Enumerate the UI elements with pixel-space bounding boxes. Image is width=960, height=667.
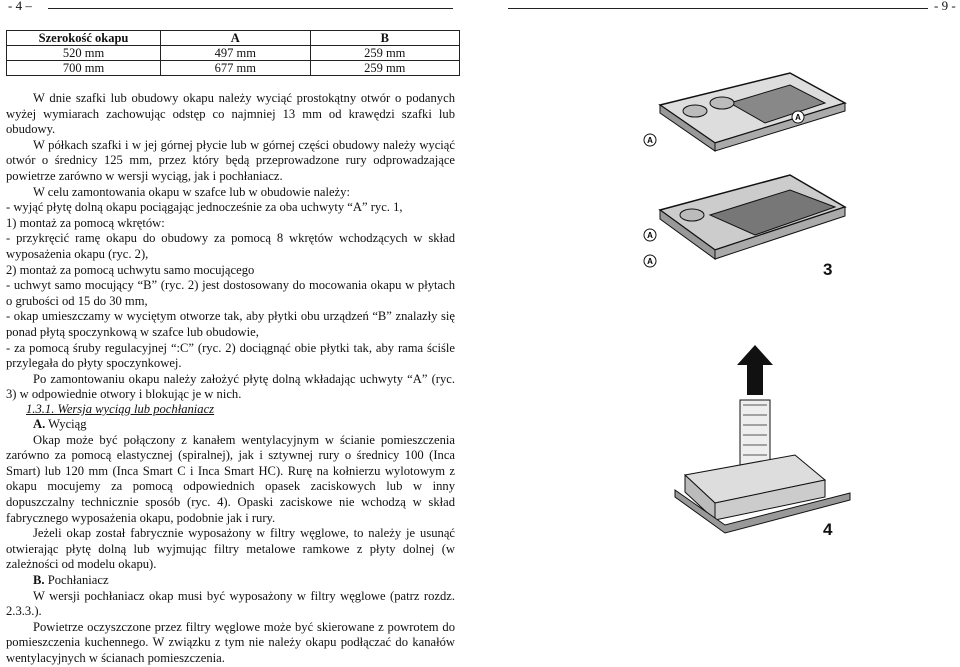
subsection-title: Pochłaniacz	[44, 572, 109, 587]
section-body	[6, 417, 455, 667]
paragraph: 2) montaż za pomocą uchwytu samo mocującego	[6, 262, 255, 277]
paragraph: Jeżeli okap został fabrycznie wyposażony w filtry węglowe, to należy je usunąć otwierając płytę dolną lub wyjmując filtry metalowe ramkowe z płyty dolnej (w zależności od modelu okapu).	[6, 526, 455, 572]
section-title: 1.3.1. Wersja wyciąg lub pochłaniacz	[26, 402, 215, 416]
figure-4-label: 4	[823, 520, 833, 539]
paragraph: - przykręcić ramę okapu do obudowy za pomocą 8 wkrętów wchodzących w skład wyposażenia okapu (ryc. 2),	[6, 231, 455, 261]
paragraph: W dnie szafki lub obudowy okapu należy wyciąć prostokątny otwór o podanych wyżej wymiarach zachowując odstęp co najmniej 13 mm od krawędzi szafki lub obudowy.	[6, 91, 455, 137]
figure-3-hood-filters	[640, 65, 860, 285]
callout-a-label: A	[647, 257, 653, 266]
paragraph: Okap może być połączony z kanałem wentylacyjnym w ścianie pomieszczenia zarówno za pomocą elastycznej (spiralnej), jak i sztywnej rury o średnicy 100 (Inca Smart) lub 120 mm (Inca Smart C i Inca Smart HC). Rurę na kołnierzu wylotowym z okapu mocujemy za pomocą odpowiednich opasek zaciskowych lub w inny dopuszczalny technicznie sposób (ryc. 4). Opaski zaciskowe nie wchodzą w skład fabrycznego wyposażenia okapu, podobnie jak i rury.	[6, 432, 455, 525]
table-cell: 497 mm	[161, 46, 310, 61]
header-rule-left	[48, 8, 453, 9]
paragraph: Powietrze oczyszczone przez filtry węglowe może być skierowane z powrotem do pomieszczenia kuchennego. W związku z tym nie należy okapu podłączać do kanałów wentylacyjnych w ścianach pomieszczenia.	[6, 619, 455, 665]
paragraph: W celu zamontowania okapu w szafce lub w obudowie należy:	[33, 184, 350, 199]
table-header-row	[7, 31, 460, 46]
subsection-heading	[6, 417, 455, 433]
callout-a-label: A	[647, 136, 653, 145]
mounting-instructions	[6, 91, 455, 403]
figure-4-hood-duct	[655, 345, 855, 545]
table-cell: 677 mm	[161, 61, 310, 76]
table-cell: 520 mm	[7, 46, 161, 61]
subsection-label: B.	[33, 572, 45, 587]
subsection-title: Wyciąg	[45, 417, 87, 431]
header-rule-right	[508, 8, 928, 9]
callout-a-label: A	[647, 231, 653, 240]
table-header: Szerokość okapu	[7, 31, 161, 46]
paragraph: - za pomocą śruby regulacyjnej “:C” (ryc. 2) dociągnąć obie płytki tak, aby rama ściśle przylegała do płyty spoczynkowej.	[6, 340, 455, 371]
table-header: B	[310, 31, 460, 46]
table-header: A	[161, 31, 310, 46]
figure-3-label: 3	[823, 260, 833, 279]
paragraph: - wyjąć płytę dolną okapu pociągając jednocześnie za oba uchwyty “A” ryc. 1,	[6, 200, 403, 215]
paragraph: W półkach szafki i w jej górnej płycie lub w górnej części obudowy należy wyciąć otwór o średnicy 125 mm, przez który będą przeprowadzone rury odprowadzające powietrze zarówno w wersji wyciąg, jak i pochłaniacz.	[6, 137, 455, 183]
table-row	[7, 61, 460, 76]
table-cell: 259 mm	[310, 61, 460, 76]
right-page-number: - 9 -	[934, 0, 956, 13]
paragraph: - uchwyt samo mocujący “B” (ryc. 2) jest dostosowany do mocowania okapu w płytach o grubości od 15 do 30 mm,	[6, 278, 455, 308]
left-page-number: - 4 –	[8, 0, 32, 13]
callout-a-label: A	[795, 113, 801, 122]
paragraph: 1) montaż za pomocą wkrętów:	[6, 215, 165, 230]
table-cell: 259 mm	[310, 46, 460, 61]
table-cell: 700 mm	[7, 61, 161, 76]
table-row	[7, 46, 460, 61]
paragraph: W wersji pochłaniacz okap musi być wyposażony w filtry węglowe (patrz rozdz. 2.3.3.).	[6, 588, 455, 619]
subsection-heading	[6, 573, 455, 589]
paragraph: Po zamontowaniu okapu należy założyć płytę dolną wkładając uchwyty “A” (ryc. 3) w odpowiednie otwory i blokując je w nich.	[6, 371, 455, 402]
dimensions-table	[6, 30, 460, 76]
airflow-arrow-icon	[737, 345, 773, 395]
subsection-label: A.	[33, 417, 46, 431]
paragraph: - okap umieszczamy w wyciętym otworze tak, aby płytki obu urządzeń “B” znalazły się ponad płytą spoczynkową w szafce lub obudowie,	[6, 309, 455, 339]
